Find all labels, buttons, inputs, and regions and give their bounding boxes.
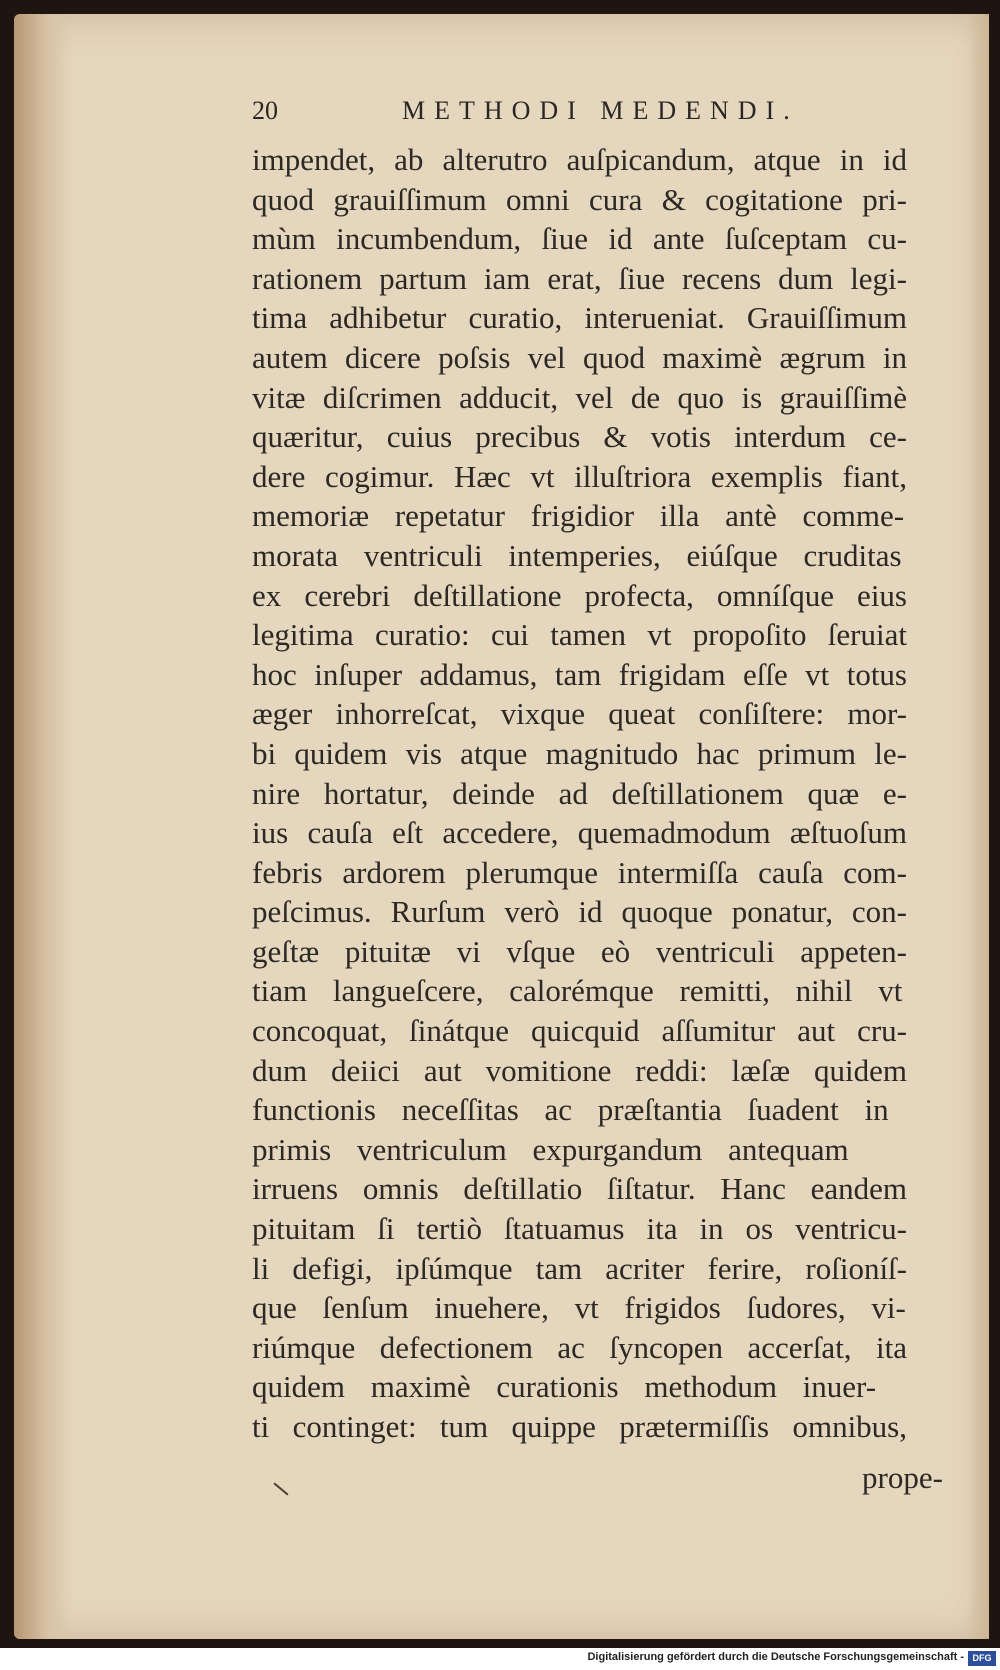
text-line: concoquat, ſinátque quicquid aſſumitur aut cru- <box>252 1013 907 1049</box>
text-line: febris ardorem plerumque intermiſſa cauſa com- <box>252 854 907 890</box>
text-line: geſtæ pituitæ vi vſque eò ventriculi appeten- <box>252 933 907 969</box>
funding-credit: Digitalisierung gefördert durch die Deutsche Forschungsgemeinschaft - <box>587 1651 964 1663</box>
text-line: dum deiici aut vomitione reddi: læſæ quidem <box>252 1052 907 1088</box>
text-line: ex cerebri deſtillatione profecta, omníſque eius <box>252 577 907 613</box>
footer-bar <box>0 1648 1000 1670</box>
text-line: quod grauiſſimum omni cura & cogitatione pri- <box>252 181 907 217</box>
text-line: vitæ diſcrimen adducit, vel de quo is grauiſſimè <box>252 379 907 415</box>
text-line: ti continget: tum quippe prætermiſſis omnibus, <box>252 1409 907 1444</box>
text-line: quidem maximè curationis methodum inuer- <box>252 1369 877 1405</box>
text-line: quæritur, cuius precibus & votis interdum ce- <box>252 419 907 455</box>
text-line: riúmque defectionem ac ſyncopen accerſat, ita <box>252 1329 907 1365</box>
text-line: morata ventriculi intemperies, eiúſque cruditas <box>252 537 902 573</box>
text-line: legitima curatio: cui tamen vt propoſito ſeruiat <box>252 617 907 653</box>
text-line: irruens omnis deſtillatio ſiſtatur. Hanc eandem <box>252 1171 907 1207</box>
text-line: que ſenſum inuehere, vt frigidos ſudores, vi- <box>252 1290 906 1326</box>
text-line: pituitam ſi tertiò ſtatuamus ita in os ventricu- <box>252 1211 907 1247</box>
text-line: functionis neceſſitas ac præſtantia ſuadent in <box>252 1092 889 1128</box>
text-line: memoriæ repetatur frigidior illa antè comme- <box>252 498 905 534</box>
page-header <box>252 96 932 136</box>
running-head: METHODI MEDENDI. <box>402 96 799 125</box>
text-line: tiam langueſcere, calorémque remitti, nihil vt <box>252 973 903 1009</box>
page-edge <box>967 14 989 1639</box>
body-text <box>252 140 952 1447</box>
text-line: impendet, ab alterutro auſpicandum, atque in id <box>252 142 907 177</box>
text-line: rationem partum iam erat, ſiue recens dum legi- <box>252 260 907 296</box>
text-line: mùm incumbendum, ſiue id ante ſuſceptam cu- <box>252 221 907 257</box>
page-number: 20 <box>252 96 278 125</box>
text-line: li defigi, ipſúmque tam acriter ferire, roſioníſ- <box>252 1250 907 1286</box>
text-line: bi quidem vis atque magnitudo hac primum le- <box>252 735 907 771</box>
text-line: peſcimus. Rurſum verò id quoque ponatur, con- <box>252 894 907 930</box>
text-line: ius cauſa eſt accedere, quemadmodum æſtuoſum <box>252 815 907 851</box>
catchword: prope- <box>862 1460 943 1495</box>
text-line: nire hortatur, deinde ad deſtillationem quæ e- <box>252 775 907 811</box>
dfg-logo-icon: DFG <box>968 1651 996 1666</box>
page-gutter <box>14 14 74 1639</box>
text-line: primis ventriculum expurgandum antequam <box>252 1131 849 1167</box>
text-line: tima adhibetur curatio, interueniat. Grauiſſimum <box>252 300 907 336</box>
text-line: dere cogimur. Hæc vt illuſtriora exemplis fiant, <box>252 458 907 494</box>
text-line: hoc inſuper addamus, tam frigidam eſſe vt totus <box>252 656 907 692</box>
text-line: autem dicere poſsis vel quod maximè ægrum in <box>252 339 907 375</box>
text-line: æger inhorreſcat, vixque queat conſiſtere: mor- <box>252 696 907 732</box>
